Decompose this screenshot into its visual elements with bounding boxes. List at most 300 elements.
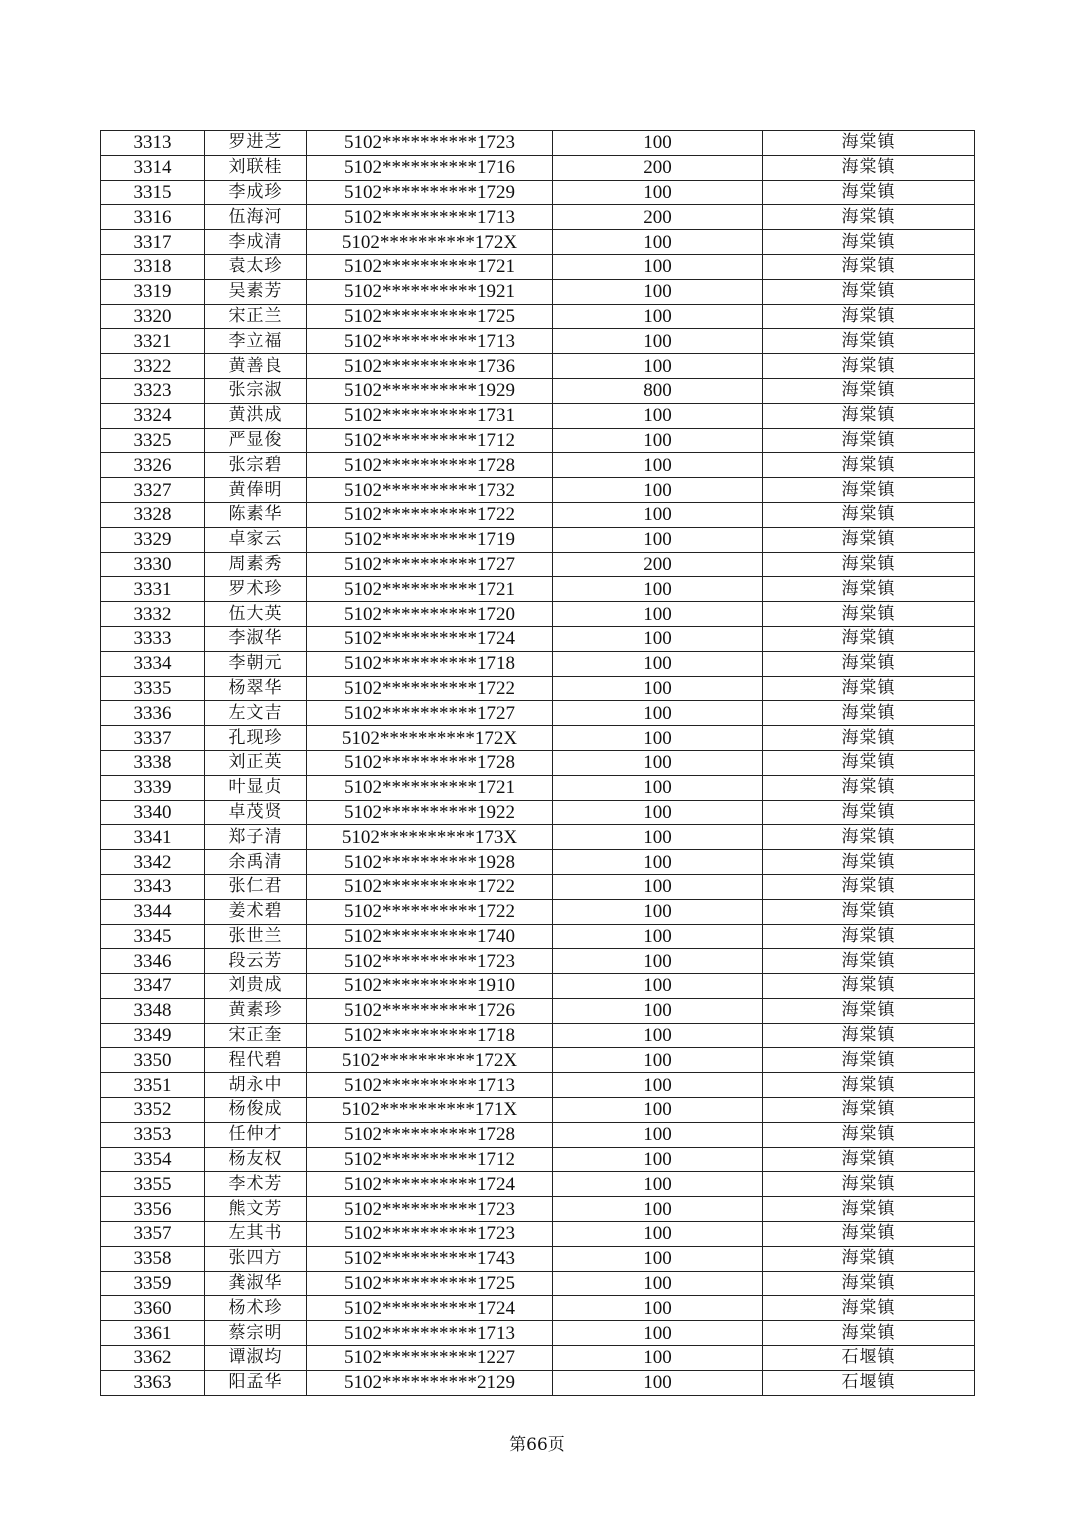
name-cell: 刘正英 xyxy=(205,750,307,775)
seq-cell: 3326 xyxy=(101,453,205,478)
id-number-cell: 5102**********171X xyxy=(307,1098,553,1123)
table-row xyxy=(101,478,975,503)
id-number-cell: 5102**********1722 xyxy=(307,502,553,527)
amount-cell: 100 xyxy=(553,304,763,329)
amount-cell: 100 xyxy=(553,527,763,552)
seq-cell: 3333 xyxy=(101,626,205,651)
table-row xyxy=(101,676,975,701)
seq-cell: 3330 xyxy=(101,552,205,577)
seq-cell: 3358 xyxy=(101,1246,205,1271)
seq-cell: 3340 xyxy=(101,800,205,825)
amount-cell: 100 xyxy=(553,775,763,800)
town-cell: 海棠镇 xyxy=(763,378,975,403)
table-row xyxy=(101,279,975,304)
amount-cell: 100 xyxy=(553,329,763,354)
town-cell: 海棠镇 xyxy=(763,453,975,478)
id-number-cell: 5102**********1732 xyxy=(307,478,553,503)
amount-cell: 200 xyxy=(553,155,763,180)
town-cell: 海棠镇 xyxy=(763,974,975,999)
name-cell: 卓茂贤 xyxy=(205,800,307,825)
amount-cell: 100 xyxy=(553,899,763,924)
amount-cell: 100 xyxy=(553,676,763,701)
table-row xyxy=(101,1048,975,1073)
amount-cell: 100 xyxy=(553,180,763,205)
seq-cell: 3355 xyxy=(101,1172,205,1197)
town-cell: 石堰镇 xyxy=(763,1346,975,1371)
name-cell: 任仲才 xyxy=(205,1122,307,1147)
name-cell: 余禹清 xyxy=(205,850,307,875)
id-number-cell: 5102**********1713 xyxy=(307,1073,553,1098)
town-cell: 石堰镇 xyxy=(763,1370,975,1395)
id-number-cell: 5102**********172X xyxy=(307,726,553,751)
town-cell: 海棠镇 xyxy=(763,800,975,825)
amount-cell: 100 xyxy=(553,1370,763,1395)
town-cell: 海棠镇 xyxy=(763,1147,975,1172)
town-cell: 海棠镇 xyxy=(763,1073,975,1098)
name-cell: 陈素华 xyxy=(205,502,307,527)
town-cell: 海棠镇 xyxy=(763,354,975,379)
name-cell: 张四方 xyxy=(205,1246,307,1271)
table-row xyxy=(101,180,975,205)
seq-cell: 3332 xyxy=(101,602,205,627)
seq-cell: 3352 xyxy=(101,1098,205,1123)
table-row xyxy=(101,230,975,255)
name-cell: 杨翠华 xyxy=(205,676,307,701)
table-row xyxy=(101,850,975,875)
id-number-cell: 5102**********1723 xyxy=(307,131,553,156)
name-cell: 黄善良 xyxy=(205,354,307,379)
town-cell: 海棠镇 xyxy=(763,478,975,503)
amount-cell: 100 xyxy=(553,1048,763,1073)
id-number-cell: 5102**********1728 xyxy=(307,750,553,775)
amount-cell: 800 xyxy=(553,378,763,403)
id-number-cell: 5102**********1928 xyxy=(307,850,553,875)
table-row xyxy=(101,329,975,354)
town-cell: 海棠镇 xyxy=(763,1296,975,1321)
seq-cell: 3351 xyxy=(101,1073,205,1098)
amount-cell: 100 xyxy=(553,726,763,751)
table-row xyxy=(101,577,975,602)
seq-cell: 3356 xyxy=(101,1197,205,1222)
table-row xyxy=(101,874,975,899)
table-row xyxy=(101,131,975,156)
seq-cell: 3360 xyxy=(101,1296,205,1321)
id-number-cell: 5102**********1712 xyxy=(307,428,553,453)
town-cell: 海棠镇 xyxy=(763,254,975,279)
name-cell: 蔡宗明 xyxy=(205,1321,307,1346)
amount-cell: 100 xyxy=(553,1098,763,1123)
seq-cell: 3334 xyxy=(101,651,205,676)
id-number-cell: 5102**********1713 xyxy=(307,1321,553,1346)
town-cell: 海棠镇 xyxy=(763,825,975,850)
amount-cell: 100 xyxy=(553,1147,763,1172)
table-row xyxy=(101,775,975,800)
table-row xyxy=(101,1246,975,1271)
amount-cell: 100 xyxy=(553,974,763,999)
id-number-cell: 5102**********1723 xyxy=(307,949,553,974)
table-row xyxy=(101,998,975,1023)
id-number-cell: 5102**********1726 xyxy=(307,998,553,1023)
roster-table xyxy=(100,130,975,1396)
town-cell: 海棠镇 xyxy=(763,205,975,230)
seq-cell: 3341 xyxy=(101,825,205,850)
name-cell: 左其书 xyxy=(205,1222,307,1247)
town-cell: 海棠镇 xyxy=(763,651,975,676)
seq-cell: 3346 xyxy=(101,949,205,974)
seq-cell: 3328 xyxy=(101,502,205,527)
table-row xyxy=(101,726,975,751)
table-row xyxy=(101,502,975,527)
table-row xyxy=(101,924,975,949)
id-number-cell: 5102**********1736 xyxy=(307,354,553,379)
name-cell: 宋正兰 xyxy=(205,304,307,329)
town-cell: 海棠镇 xyxy=(763,279,975,304)
id-number-cell: 5102**********1722 xyxy=(307,899,553,924)
name-cell: 吴素芳 xyxy=(205,279,307,304)
name-cell: 张仁君 xyxy=(205,874,307,899)
id-number-cell: 5102**********1743 xyxy=(307,1246,553,1271)
name-cell: 黄洪成 xyxy=(205,403,307,428)
table-row xyxy=(101,825,975,850)
table-row xyxy=(101,403,975,428)
seq-cell: 3322 xyxy=(101,354,205,379)
id-number-cell: 5102**********1922 xyxy=(307,800,553,825)
id-number-cell: 5102**********1227 xyxy=(307,1346,553,1371)
name-cell: 李淑华 xyxy=(205,626,307,651)
amount-cell: 100 xyxy=(553,1172,763,1197)
id-number-cell: 5102**********1712 xyxy=(307,1147,553,1172)
table-row xyxy=(101,1271,975,1296)
table-row xyxy=(101,800,975,825)
name-cell: 张宗淑 xyxy=(205,378,307,403)
amount-cell: 200 xyxy=(553,205,763,230)
id-number-cell: 5102**********1713 xyxy=(307,329,553,354)
amount-cell: 100 xyxy=(553,1346,763,1371)
id-number-cell: 5102**********1725 xyxy=(307,1271,553,1296)
name-cell: 卓家云 xyxy=(205,527,307,552)
seq-cell: 3337 xyxy=(101,726,205,751)
id-number-cell: 5102**********1731 xyxy=(307,403,553,428)
amount-cell: 100 xyxy=(553,279,763,304)
name-cell: 谭淑均 xyxy=(205,1346,307,1371)
town-cell: 海棠镇 xyxy=(763,924,975,949)
table-row xyxy=(101,354,975,379)
page-number: 第66页 xyxy=(509,1435,565,1455)
table-row xyxy=(101,1321,975,1346)
id-number-cell: 5102**********1729 xyxy=(307,180,553,205)
id-number-cell: 5102**********1713 xyxy=(307,205,553,230)
town-cell: 海棠镇 xyxy=(763,1048,975,1073)
id-number-cell: 5102**********172X xyxy=(307,1048,553,1073)
town-cell: 海棠镇 xyxy=(763,949,975,974)
seq-cell: 3342 xyxy=(101,850,205,875)
seq-cell: 3329 xyxy=(101,527,205,552)
town-cell: 海棠镇 xyxy=(763,602,975,627)
amount-cell: 100 xyxy=(553,949,763,974)
amount-cell: 100 xyxy=(553,1023,763,1048)
table-row xyxy=(101,626,975,651)
table-row xyxy=(101,1122,975,1147)
table-row xyxy=(101,453,975,478)
town-cell: 海棠镇 xyxy=(763,775,975,800)
amount-cell: 100 xyxy=(553,825,763,850)
amount-cell: 100 xyxy=(553,1271,763,1296)
seq-cell: 3361 xyxy=(101,1321,205,1346)
name-cell: 张世兰 xyxy=(205,924,307,949)
seq-cell: 3354 xyxy=(101,1147,205,1172)
town-cell: 海棠镇 xyxy=(763,998,975,1023)
id-number-cell: 5102**********1728 xyxy=(307,453,553,478)
name-cell: 宋正奎 xyxy=(205,1023,307,1048)
id-number-cell: 5102**********1723 xyxy=(307,1197,553,1222)
name-cell: 叶显贞 xyxy=(205,775,307,800)
amount-cell: 100 xyxy=(553,998,763,1023)
town-cell: 海棠镇 xyxy=(763,899,975,924)
table-row xyxy=(101,378,975,403)
town-cell: 海棠镇 xyxy=(763,1222,975,1247)
name-cell: 阳孟华 xyxy=(205,1370,307,1395)
seq-cell: 3348 xyxy=(101,998,205,1023)
name-cell: 张宗碧 xyxy=(205,453,307,478)
id-number-cell: 5102**********1725 xyxy=(307,304,553,329)
town-cell: 海棠镇 xyxy=(763,676,975,701)
seq-cell: 3336 xyxy=(101,701,205,726)
table-row xyxy=(101,1197,975,1222)
table-row xyxy=(101,1073,975,1098)
amount-cell: 100 xyxy=(553,1296,763,1321)
amount-cell: 100 xyxy=(553,651,763,676)
name-cell: 李立福 xyxy=(205,329,307,354)
town-cell: 海棠镇 xyxy=(763,304,975,329)
seq-cell: 3323 xyxy=(101,378,205,403)
amount-cell: 100 xyxy=(553,428,763,453)
seq-cell: 3325 xyxy=(101,428,205,453)
town-cell: 海棠镇 xyxy=(763,403,975,428)
table-row xyxy=(101,1098,975,1123)
table-row xyxy=(101,527,975,552)
seq-cell: 3319 xyxy=(101,279,205,304)
town-cell: 海棠镇 xyxy=(763,131,975,156)
seq-cell: 3315 xyxy=(101,180,205,205)
amount-cell: 100 xyxy=(553,577,763,602)
name-cell: 龚淑华 xyxy=(205,1271,307,1296)
amount-cell: 100 xyxy=(553,1073,763,1098)
amount-cell: 200 xyxy=(553,552,763,577)
name-cell: 李朝元 xyxy=(205,651,307,676)
name-cell: 伍大英 xyxy=(205,602,307,627)
amount-cell: 100 xyxy=(553,1321,763,1346)
town-cell: 海棠镇 xyxy=(763,1098,975,1123)
town-cell: 海棠镇 xyxy=(763,329,975,354)
id-number-cell: 5102**********1722 xyxy=(307,874,553,899)
amount-cell: 100 xyxy=(553,230,763,255)
amount-cell: 100 xyxy=(553,502,763,527)
amount-cell: 100 xyxy=(553,701,763,726)
amount-cell: 100 xyxy=(553,354,763,379)
name-cell: 罗术珍 xyxy=(205,577,307,602)
seq-cell: 3331 xyxy=(101,577,205,602)
name-cell: 伍海河 xyxy=(205,205,307,230)
amount-cell: 100 xyxy=(553,750,763,775)
seq-cell: 3343 xyxy=(101,874,205,899)
seq-cell: 3313 xyxy=(101,131,205,156)
town-cell: 海棠镇 xyxy=(763,577,975,602)
amount-cell: 100 xyxy=(553,1222,763,1247)
table-row xyxy=(101,1222,975,1247)
town-cell: 海棠镇 xyxy=(763,1246,975,1271)
id-number-cell: 5102**********1718 xyxy=(307,1023,553,1048)
id-number-cell: 5102**********1921 xyxy=(307,279,553,304)
seq-cell: 3320 xyxy=(101,304,205,329)
seq-cell: 3357 xyxy=(101,1222,205,1247)
amount-cell: 100 xyxy=(553,478,763,503)
name-cell: 程代碧 xyxy=(205,1048,307,1073)
id-number-cell: 5102**********1721 xyxy=(307,775,553,800)
town-cell: 海棠镇 xyxy=(763,527,975,552)
seq-cell: 3362 xyxy=(101,1346,205,1371)
name-cell: 杨友权 xyxy=(205,1147,307,1172)
amount-cell: 100 xyxy=(553,874,763,899)
amount-cell: 100 xyxy=(553,453,763,478)
table-row xyxy=(101,899,975,924)
id-number-cell: 5102**********1727 xyxy=(307,701,553,726)
table-row xyxy=(101,1023,975,1048)
town-cell: 海棠镇 xyxy=(763,1271,975,1296)
seq-cell: 3363 xyxy=(101,1370,205,1395)
name-cell: 袁太珍 xyxy=(205,254,307,279)
id-number-cell: 5102**********1720 xyxy=(307,602,553,627)
id-number-cell: 5102**********1727 xyxy=(307,552,553,577)
town-cell: 海棠镇 xyxy=(763,874,975,899)
table-row xyxy=(101,701,975,726)
amount-cell: 100 xyxy=(553,602,763,627)
seq-cell: 3327 xyxy=(101,478,205,503)
seq-cell: 3317 xyxy=(101,230,205,255)
id-number-cell: 5102**********1719 xyxy=(307,527,553,552)
town-cell: 海棠镇 xyxy=(763,230,975,255)
id-number-cell: 5102**********1910 xyxy=(307,974,553,999)
name-cell: 刘联桂 xyxy=(205,155,307,180)
name-cell: 周素秀 xyxy=(205,552,307,577)
town-cell: 海棠镇 xyxy=(763,502,975,527)
amount-cell: 100 xyxy=(553,924,763,949)
name-cell: 胡永中 xyxy=(205,1073,307,1098)
table-row xyxy=(101,304,975,329)
amount-cell: 100 xyxy=(553,800,763,825)
table-row xyxy=(101,1346,975,1371)
table-row xyxy=(101,974,975,999)
amount-cell: 100 xyxy=(553,254,763,279)
amount-cell: 100 xyxy=(553,850,763,875)
town-cell: 海棠镇 xyxy=(763,1023,975,1048)
id-number-cell: 5102**********1721 xyxy=(307,577,553,602)
name-cell: 李成清 xyxy=(205,230,307,255)
name-cell: 姜术碧 xyxy=(205,899,307,924)
name-cell: 熊文芳 xyxy=(205,1197,307,1222)
id-number-cell: 5102**********1716 xyxy=(307,155,553,180)
seq-cell: 3347 xyxy=(101,974,205,999)
seq-cell: 3344 xyxy=(101,899,205,924)
amount-cell: 100 xyxy=(553,131,763,156)
name-cell: 严显俊 xyxy=(205,428,307,453)
id-number-cell: 5102**********1723 xyxy=(307,1222,553,1247)
town-cell: 海棠镇 xyxy=(763,428,975,453)
table-row xyxy=(101,602,975,627)
roster-table-body xyxy=(101,131,975,1396)
table-row xyxy=(101,254,975,279)
name-cell: 黄俸明 xyxy=(205,478,307,503)
id-number-cell: 5102**********1929 xyxy=(307,378,553,403)
amount-cell: 100 xyxy=(553,1122,763,1147)
table-row xyxy=(101,205,975,230)
id-number-cell: 5102**********1718 xyxy=(307,651,553,676)
amount-cell: 100 xyxy=(553,626,763,651)
name-cell: 罗进芝 xyxy=(205,131,307,156)
table-row xyxy=(101,1147,975,1172)
town-cell: 海棠镇 xyxy=(763,1172,975,1197)
seq-cell: 3359 xyxy=(101,1271,205,1296)
id-number-cell: 5102**********1724 xyxy=(307,1296,553,1321)
table-row xyxy=(101,651,975,676)
town-cell: 海棠镇 xyxy=(763,750,975,775)
name-cell: 段云芳 xyxy=(205,949,307,974)
id-number-cell: 5102**********1740 xyxy=(307,924,553,949)
town-cell: 海棠镇 xyxy=(763,155,975,180)
table-row xyxy=(101,155,975,180)
id-number-cell: 5102**********1722 xyxy=(307,676,553,701)
town-cell: 海棠镇 xyxy=(763,850,975,875)
id-number-cell: 5102**********172X xyxy=(307,230,553,255)
table-row xyxy=(101,428,975,453)
seq-cell: 3318 xyxy=(101,254,205,279)
town-cell: 海棠镇 xyxy=(763,180,975,205)
table-row xyxy=(101,1296,975,1321)
name-cell: 郑子清 xyxy=(205,825,307,850)
id-number-cell: 5102**********1724 xyxy=(307,626,553,651)
name-cell: 杨术珍 xyxy=(205,1296,307,1321)
seq-cell: 3349 xyxy=(101,1023,205,1048)
amount-cell: 100 xyxy=(553,403,763,428)
town-cell: 海棠镇 xyxy=(763,701,975,726)
seq-cell: 3350 xyxy=(101,1048,205,1073)
id-number-cell: 5102**********173X xyxy=(307,825,553,850)
seq-cell: 3338 xyxy=(101,750,205,775)
town-cell: 海棠镇 xyxy=(763,726,975,751)
id-number-cell: 5102**********1724 xyxy=(307,1172,553,1197)
seq-cell: 3339 xyxy=(101,775,205,800)
amount-cell: 100 xyxy=(553,1197,763,1222)
table-row xyxy=(101,949,975,974)
seq-cell: 3353 xyxy=(101,1122,205,1147)
seq-cell: 3316 xyxy=(101,205,205,230)
id-number-cell: 5102**********1721 xyxy=(307,254,553,279)
town-cell: 海棠镇 xyxy=(763,626,975,651)
id-number-cell: 5102**********2129 xyxy=(307,1370,553,1395)
name-cell: 李术芳 xyxy=(205,1172,307,1197)
seq-cell: 3314 xyxy=(101,155,205,180)
name-cell: 左文吉 xyxy=(205,701,307,726)
seq-cell: 3335 xyxy=(101,676,205,701)
name-cell: 黄素珍 xyxy=(205,998,307,1023)
town-cell: 海棠镇 xyxy=(763,552,975,577)
town-cell: 海棠镇 xyxy=(763,1321,975,1346)
id-number-cell: 5102**********1728 xyxy=(307,1122,553,1147)
table-row xyxy=(101,750,975,775)
name-cell: 孔现珍 xyxy=(205,726,307,751)
name-cell: 李成珍 xyxy=(205,180,307,205)
amount-cell: 100 xyxy=(553,1246,763,1271)
seq-cell: 3321 xyxy=(101,329,205,354)
